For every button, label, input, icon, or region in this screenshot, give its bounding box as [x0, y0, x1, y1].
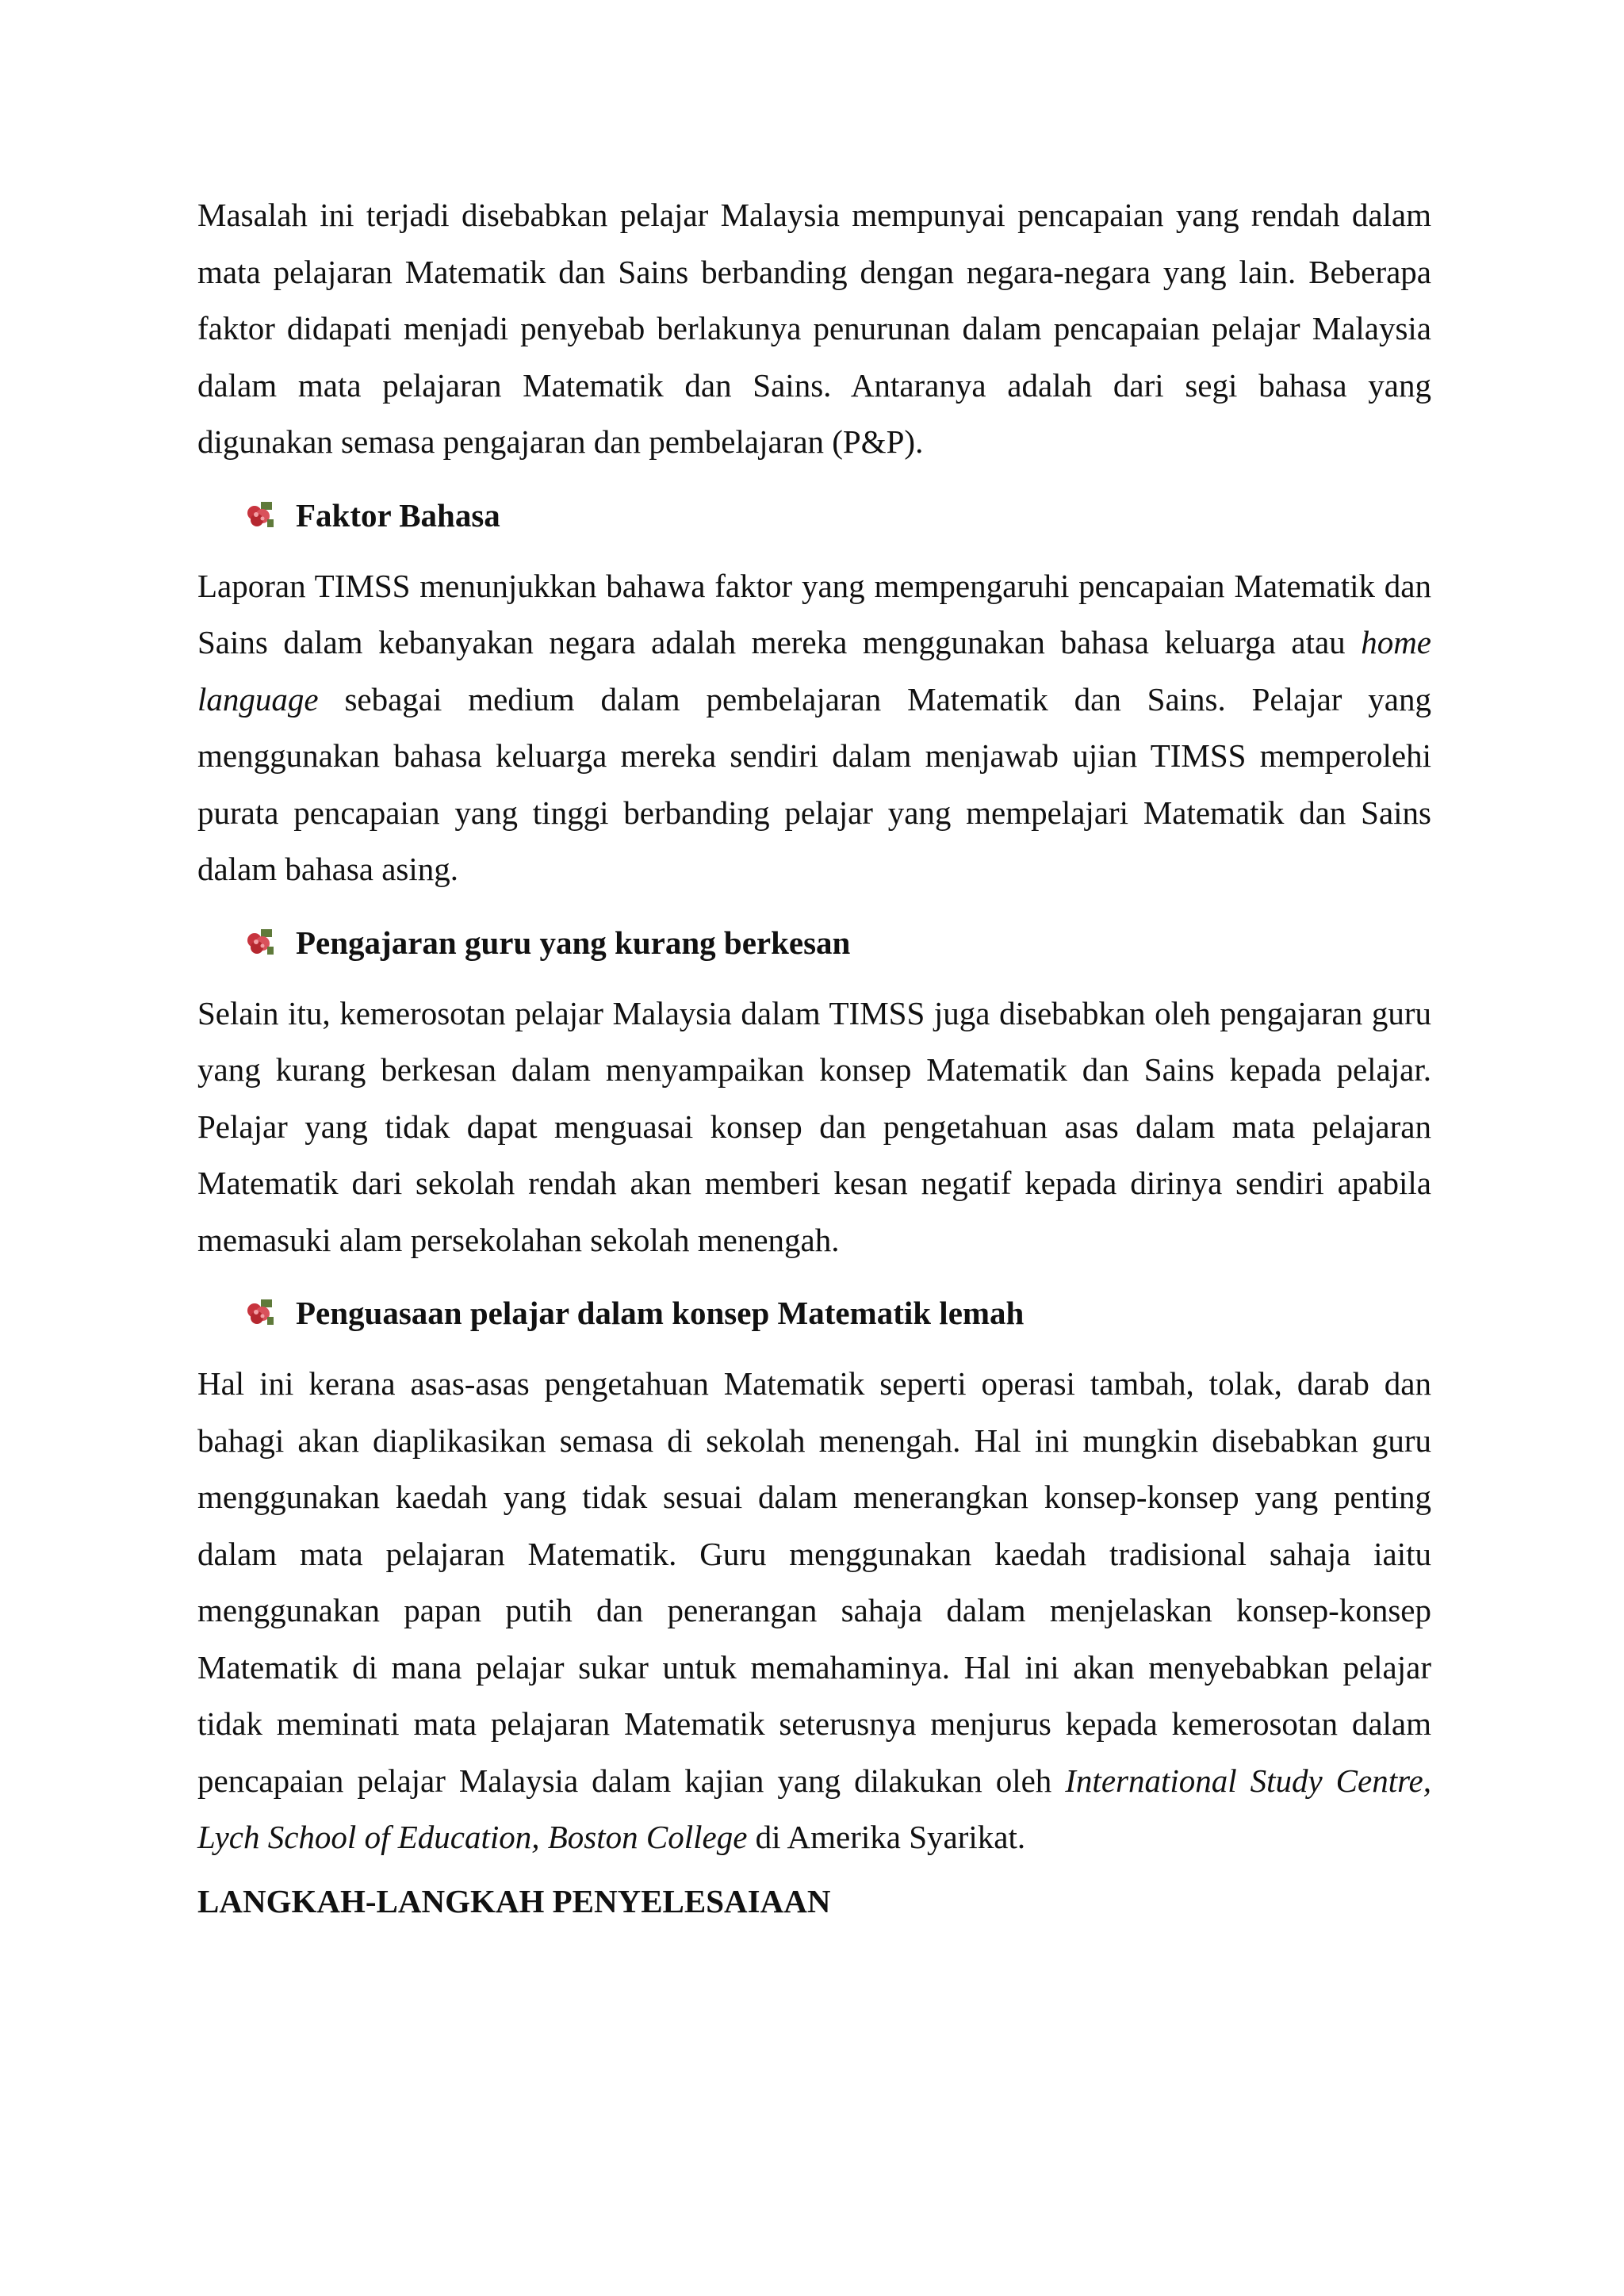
paragraph-2-part-b: sebagai medium dalam pembelajaran Matematik dan Sains. Pelajar yang menggunakan bahasa keluarga mereka sendiri dalam menjawab ujian TIMSS memperolehi purata pencapaian yang tinggi berbanding pelajar yang mempelajari Matematik dan Sains dalam bahasa asing. [197, 680, 1431, 887]
flower-bullet-icon [245, 1299, 274, 1326]
paragraph-faktor-bahasa [197, 558, 1431, 898]
paragraph-pengajaran-guru: Selain itu, kemerosotan pelajar Malaysia dalam TIMSS juga disebabkan oleh pengajaran guru yang kurang berkesan dalam menyampaikan konsep Matematik dan Sains kepada pelajar. Pelajar yang tidak dapat menguasai konsep dan pengetahuan asas dalam mata pelajaran Matematik dari sekolah rendah akan memberi kesan negatif kepada dirinya sendiri apabila memasuki alam persekolahan sekolah menengah. [197, 994, 1431, 1258]
heading-1-text: Faktor Bahasa [296, 496, 500, 534]
paragraph-2-part-a: Laporan TIMSS menunjukkan bahawa faktor yang mempengaruhi pencapaian Matematik dan Sains dalam kebanyakan negara adalah mereka menggunakan bahasa keluarga atau [197, 567, 1431, 660]
heading-2-text: Pengajaran guru yang kurang berkesan [296, 924, 851, 961]
paragraph-intro: Masalah ini terjadi disebabkan pelajar Malaysia mempunyai pencapaian yang rendah dalam mata pelajaran Matematik dan Sains berbanding dengan negara-negara yang lain. Beberapa faktor didapati menjadi penyebab berlakunya penurunan dalam pencapaian pelajar Malaysia dalam mata pelajaran Matematik dan Sains. Antaranya adalah dari segi bahasa yang digunakan semasa pengajaran dan pembelajaran (P&P). [197, 197, 1431, 460]
flower-bullet-icon [245, 502, 274, 529]
heading-pengajaran-guru [245, 919, 1431, 966]
flower-bullet-icon [245, 929, 274, 956]
heading-faktor-bahasa [245, 492, 1431, 539]
document-body [197, 187, 1431, 1925]
heading-penguasaan-pelajar [245, 1289, 1431, 1337]
paragraph-4-italic: International Study Centre, Lych School of Education, Boston College [197, 1762, 1431, 1855]
section-title-langkah: LANGKAH-LANGKAH PENYELESAIAAN [197, 1882, 831, 1919]
paragraph-penguasaan-pelajar [197, 1356, 1431, 1866]
paragraph-4-part-b: di Amerika Syarikat. [747, 1819, 1026, 1855]
paragraph-4-part-a: Hal ini kerana asas-asas pengetahuan Matematik seperti operasi tambah, tolak, darab dan bahagi akan diaplikasikan semasa di sekolah menengah. Hal ini mungkin disebabkan guru menggunakan kaedah yang tidak sesuai dalam menerangkan konsep-konsep yang penting dalam mata pelajaran Matematik. Guru menggunakan kaedah tradisional sahaja iaitu menggunakan papan putih dan penerangan sahaja dalam menjelaskan konsep-konsep Matematik di mana pelajar sukar untuk memahaminya. Hal ini akan menyebabkan pelajar tidak meminati mata pelajaran Matematik seterusnya menjurus kepada kemerosotan dalam pencapaian pelajar Malaysia dalam kajian yang dilakukan oleh [197, 1365, 1431, 1799]
paragraph-2-italic: home language [197, 624, 1431, 718]
heading-3-text: Penguasaan pelajar dalam konsep Matematik lemah [296, 1295, 1025, 1331]
